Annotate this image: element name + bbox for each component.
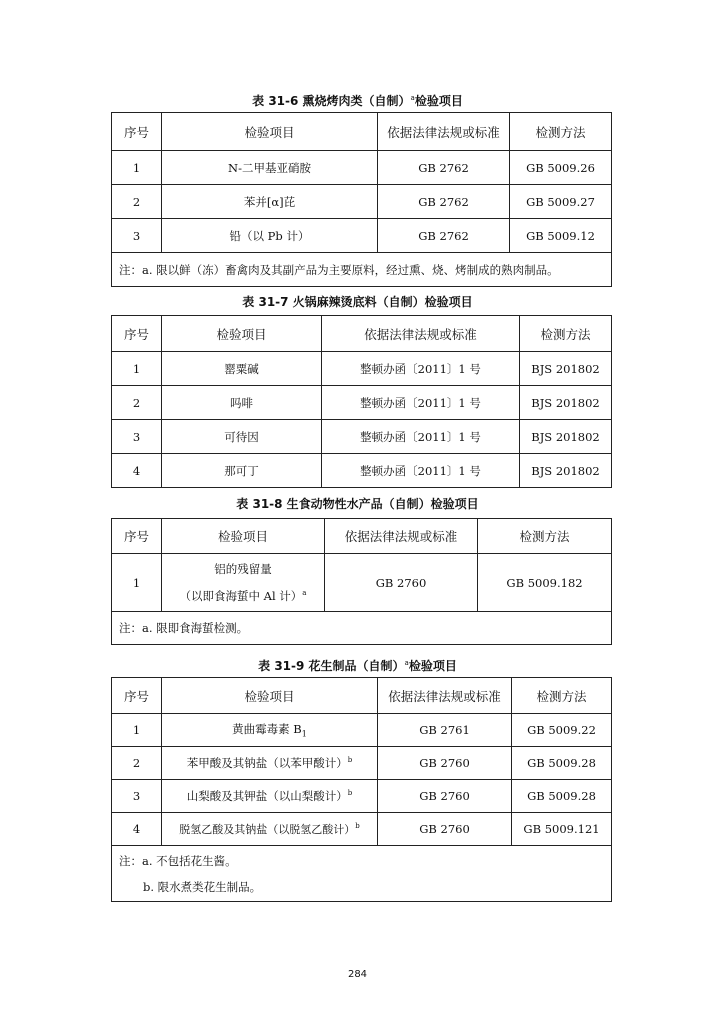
table-header-row (112, 316, 612, 352)
cell-no: 2 (112, 386, 162, 420)
table-31-7 (111, 315, 612, 488)
header-basis: 依据法律法规或标准 (322, 316, 520, 352)
cell-basis: GB 2762 (378, 185, 510, 219)
table-31-9 (111, 677, 612, 902)
table-header-row (112, 519, 612, 554)
table-31-6 (111, 112, 612, 287)
table-row (112, 185, 612, 219)
table-header-row (112, 113, 612, 151)
table-row (112, 386, 612, 420)
table-row (112, 151, 612, 185)
header-item: 检验项目 (162, 113, 378, 151)
table-row (112, 352, 612, 386)
table-row (112, 420, 612, 454)
cell-basis: 整顿办函〔2011〕1 号 (322, 454, 520, 488)
header-method: 检测方法 (478, 519, 612, 554)
cell-item (162, 554, 325, 612)
cell-no: 3 (112, 219, 162, 253)
cell-method: GB 5009.182 (478, 554, 612, 612)
table-31-9-title: 表 31-9 花生制品（自制）$^a$检验项目 (258, 659, 457, 673)
cell-no: 4 (112, 813, 162, 846)
header-basis: 依据法律法规或标准 (378, 113, 510, 151)
cell-basis: GB 2760 (378, 747, 512, 780)
cell-basis: 整顿办函〔2011〕1 号 (322, 352, 520, 386)
table-31-8-title: 表 31-8 生食动物性水产品（自制）检验项目 (236, 497, 479, 511)
cell-basis: 整顿办函〔2011〕1 号 (322, 386, 520, 420)
header-item: 检验项目 (162, 316, 322, 352)
table-row (112, 219, 612, 253)
cell-no: 2 (112, 747, 162, 780)
cell-item: 可待因 (162, 420, 322, 454)
header-no: 序号 (112, 519, 162, 554)
table-row (112, 780, 612, 813)
cell-item: 山梨酸及其钾盐（以山梨酸计）$^b$ (162, 780, 378, 813)
table-note-row (112, 253, 612, 287)
cell-item: 罂粟碱 (162, 352, 322, 386)
table-row (112, 714, 612, 747)
cell-item: 铅（以 Pb 计） (162, 219, 378, 253)
cell-method: GB 5009.26 (510, 151, 612, 185)
table-row (112, 454, 612, 488)
table-note: 注：a. 限以鲜（冻）畜禽肉及其副产品为主要原料，经过熏、烧、烤制成的熟肉制品。 (112, 253, 612, 287)
cell-basis: GB 2762 (378, 219, 510, 253)
cell-method: BJS 201802 (520, 420, 612, 454)
cell-item: 那可丁 (162, 454, 322, 488)
header-item: 检验项目 (162, 519, 325, 554)
cell-basis: GB 2760 (378, 780, 512, 813)
cell-basis: GB 2760 (325, 554, 478, 612)
cell-no: 2 (112, 185, 162, 219)
header-method: 检测方法 (510, 113, 612, 151)
header-no: 序号 (112, 678, 162, 714)
cell-basis: GB 2762 (378, 151, 510, 185)
table-31-7-title: 表 31-7 火锅麻辣烫底料（自制）检验项目 (242, 295, 473, 309)
table-row (112, 554, 612, 612)
cell-method: GB 5009.12 (510, 219, 612, 253)
cell-method: GB 5009.28 (512, 747, 612, 780)
cell-method: GB 5009.28 (512, 780, 612, 813)
table-header-row (112, 678, 612, 714)
cell-method: GB 5009.27 (510, 185, 612, 219)
table-note-row (112, 612, 612, 645)
cell-item: 脱氢乙酸及其钠盐（以脱氢乙酸计）$^b$ (162, 813, 378, 846)
cell-method: BJS 201802 (520, 352, 612, 386)
table-note (112, 846, 612, 902)
table-row (112, 813, 612, 846)
table-31-6-title: 表 31-6 熏烧烤肉类（自制）$^a$检验项目 (252, 94, 463, 108)
table-31-8 (111, 518, 612, 645)
cell-no: 4 (112, 454, 162, 488)
cell-method: GB 5009.22 (512, 714, 612, 747)
cell-method: GB 5009.121 (512, 813, 612, 846)
cell-item: 苯甲酸及其钠盐（以苯甲酸计）$^b$ (162, 747, 378, 780)
cell-basis: GB 2760 (378, 813, 512, 846)
cell-basis: GB 2761 (378, 714, 512, 747)
table-row (112, 747, 612, 780)
header-item: 检验项目 (162, 678, 378, 714)
table-note-row (112, 846, 612, 902)
cell-method: BJS 201802 (520, 454, 612, 488)
cell-item: N-二甲基亚硝胺 (162, 151, 378, 185)
cell-no: 3 (112, 780, 162, 813)
cell-no: 3 (112, 420, 162, 454)
table-note-line: 注：a. 不包括花生酱。 (119, 853, 237, 868)
cell-method: BJS 201802 (520, 386, 612, 420)
cell-no: 1 (112, 714, 162, 747)
cell-item: 吗啡 (162, 386, 322, 420)
header-method: 检测方法 (520, 316, 612, 352)
cell-item: 苯并[α]芘 (162, 185, 378, 219)
table-note-line: b. 限水煮类花生制品。 (143, 879, 262, 894)
cell-basis: 整顿办函〔2011〕1 号 (322, 420, 520, 454)
cell-item-line2: （以即食海蜇中 Al 计）$^a$ (179, 589, 307, 603)
page-number: 284 (347, 969, 368, 980)
header-basis: 依据法律法规或标准 (325, 519, 478, 554)
cell-item: 黄曲霉毒素 $B_1$ (162, 714, 378, 747)
header-basis: 依据法律法规或标准 (378, 678, 512, 714)
header-no: 序号 (112, 113, 162, 151)
header-method: 检测方法 (512, 678, 612, 714)
header-no: 序号 (112, 316, 162, 352)
table-note: 注：a. 限即食海蜇检测。 (112, 612, 612, 645)
cell-no: 1 (112, 151, 162, 185)
cell-no: 1 (112, 554, 162, 612)
cell-item-line1: 铝的残留量 (214, 562, 272, 576)
cell-no: 1 (112, 352, 162, 386)
